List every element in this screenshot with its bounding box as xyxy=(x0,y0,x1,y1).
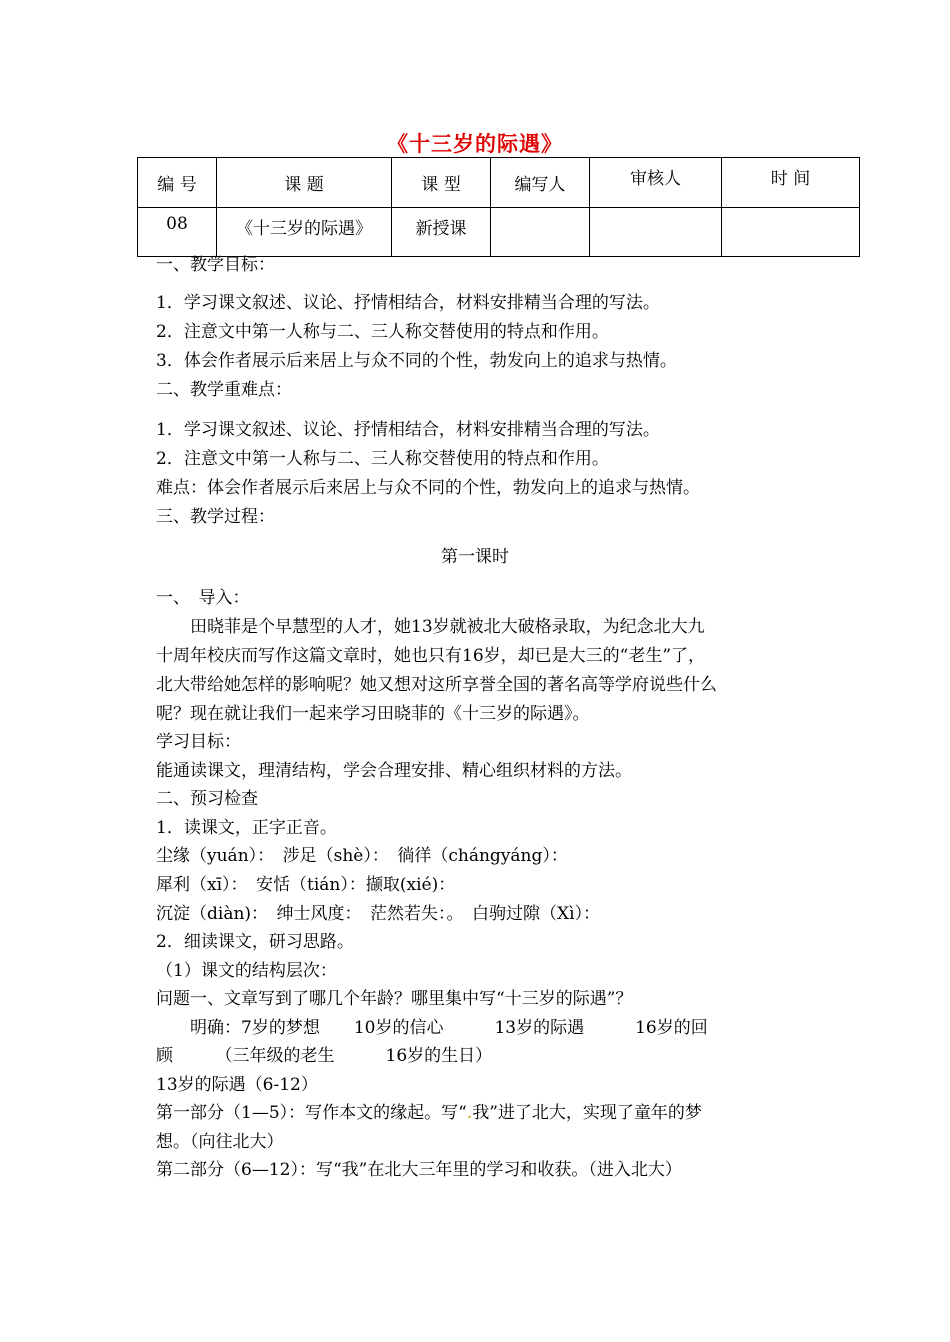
section-heading-process: 三、教学过程： xyxy=(156,507,275,527)
table-header-row xyxy=(138,158,860,208)
header-cell-type: 课 型 xyxy=(392,158,491,208)
part-one-continuation: 想。（向往北大） xyxy=(156,1132,284,1152)
age-thirteen-range: 13岁的际遇（6-12） xyxy=(156,1075,318,1095)
cell-type: 新授课 xyxy=(392,208,491,257)
objective-line-2: 2．注意文中第一人称与二、三人称交替使用的特点和作用。 xyxy=(156,322,609,342)
header-cell-reviewer: 审核人 xyxy=(590,158,722,208)
lesson-period-heading: 第一课时 xyxy=(441,547,509,567)
part-one-text-a: 第一部分（1—5）：写作本文的缘起。写“ xyxy=(156,1103,467,1123)
section-heading-key-points: 二、教学重难点： xyxy=(156,380,292,400)
document-title: 《十三岁的际遇》 xyxy=(387,131,563,156)
pronunciation-line-3: 沉淀（diàn)： 绅士风度： 茫然若失：。 白驹过隙（Xì）： xyxy=(156,904,601,924)
preview-item-2: 2．细读课文，研习思路。 xyxy=(156,932,354,952)
part-one-line xyxy=(156,1102,702,1124)
objective-line-3: 3．体会作者展示后来居上与众不同的个性，勃发向上的追求与热情。 xyxy=(156,351,677,371)
question-one: 问题一、文章写到了哪几个年龄？哪里集中写“十三岁的际遇”？ xyxy=(156,989,633,1009)
part-two-line: 第二部分（6—12）：写“我”在北大三年里的学习和收获。（进入北大） xyxy=(156,1160,682,1180)
intro-paragraph-line-1: 田晓菲是个早慧型的人才，她13岁就被北大破格录取，为纪念北大九 xyxy=(156,617,705,637)
key-point-line-2: 2．注意文中第一人称与二、三人称交替使用的特点和作用。 xyxy=(156,449,609,469)
pronunciation-line-2: 犀利（xī）： 安恬（tián）：撷取(xié)： xyxy=(156,875,456,895)
key-point-line-1: 1．学习课文叙述、议论、抒情相结合，材料安排精当合理的写法。 xyxy=(156,420,660,440)
cell-author xyxy=(491,208,590,257)
header-cell-number: 编 号 xyxy=(138,158,217,208)
emphasis-dot: . xyxy=(466,1103,473,1123)
part-one-text-b: 我”进了北大，实现了童年的梦 xyxy=(472,1103,702,1123)
pronunciation-line-1: 尘缘（yuán）： 涉足（shè）： 徜徉（chángyáng）： xyxy=(156,846,568,866)
cell-reviewer xyxy=(590,208,722,257)
cell-topic: 《十三岁的际遇》 xyxy=(217,208,392,257)
header-cell-time: 时 间 xyxy=(722,158,860,208)
intro-paragraph-line-3: 北大带给她怎样的影响呢？她又想对这所享誉全国的著名高等学府说些什么 xyxy=(156,675,717,695)
answer-line-2: 顾 （三年级的老生 16岁的生日） xyxy=(156,1046,493,1066)
table-row xyxy=(138,208,860,257)
header-cell-author: 编写人 xyxy=(491,158,590,208)
difficulty-line: 难点：体会作者展示后来居上与众不同的个性，勃发向上的追求与热情。 xyxy=(156,478,700,498)
structure-heading: （1）课文的结构层次： xyxy=(156,961,337,981)
lesson-info-table xyxy=(137,157,860,257)
intro-paragraph-line-4: 呢？现在就让我们一起来学习田晓菲的《十三岁的际遇》。 xyxy=(156,704,590,724)
answer-line-1: 明确：7岁的梦想 10岁的信心 13岁的际遇 16岁的回 xyxy=(156,1018,708,1038)
cell-time xyxy=(722,208,860,257)
objective-line-1: 1．学习课文叙述、议论、抒情相结合，材料安排精当合理的写法。 xyxy=(156,293,660,313)
header-cell-topic: 课 题 xyxy=(217,158,392,208)
preview-check-heading: 二、预习检查 xyxy=(156,789,258,809)
preview-item-1: 1．读课文，正字正音。 xyxy=(156,818,337,838)
learning-goal-heading: 学习目标： xyxy=(156,732,241,752)
section-heading-objectives: 一、教学目标： xyxy=(156,255,275,275)
learning-goal-text: 能通读课文，理清结构，学会合理安排、精心组织材料的方法。 xyxy=(156,761,632,781)
intro-paragraph-line-2: 十周年校庆而写作这篇文章时，她也只有16岁，却已是大三的“老生”了， xyxy=(156,646,706,666)
intro-heading: 一、 导入： xyxy=(156,588,250,608)
cell-number: 08 xyxy=(138,208,217,257)
